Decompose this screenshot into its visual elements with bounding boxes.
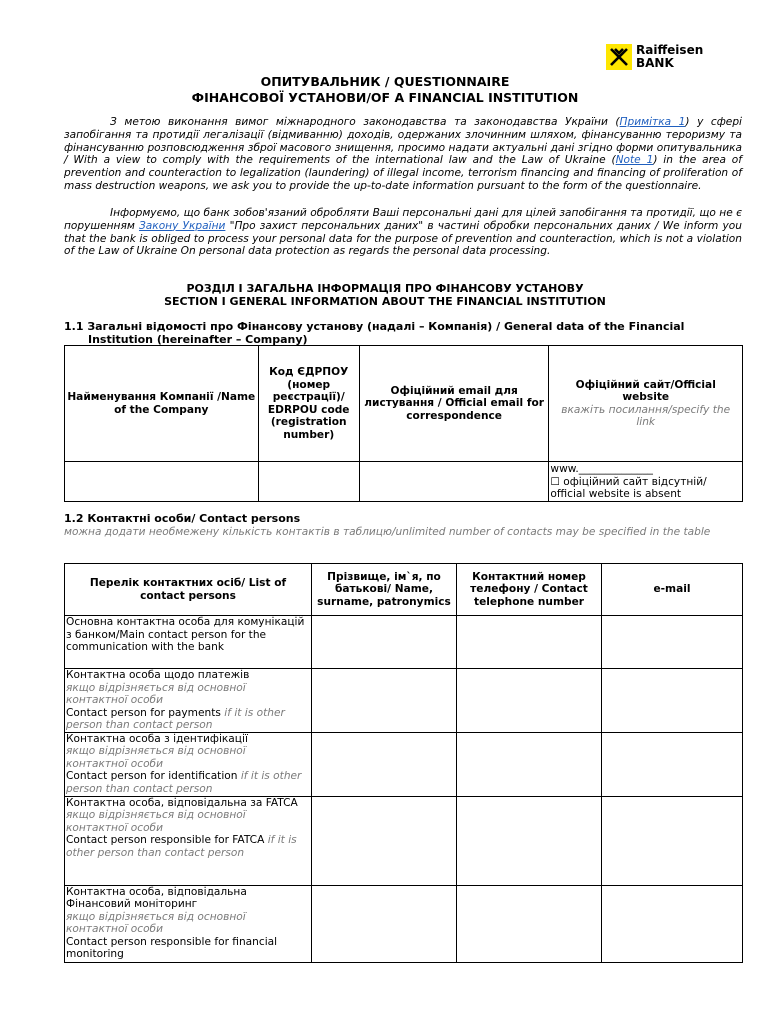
contact-type-ua: Контактна особа, відповідальна за FATCA <box>66 796 298 809</box>
phone-input[interactable] <box>457 616 602 669</box>
contact-type-ua-note: якщо відрізняється від основної контактної особи <box>66 809 246 834</box>
full-name-input[interactable] <box>312 669 457 733</box>
table-row <box>65 669 743 733</box>
subsection-1-1-heading <box>64 320 754 346</box>
section1-title-en: SECTION I GENERAL INFORMATION ABOUT THE FINANCIAL INSTITUTION <box>164 295 606 308</box>
contact-type-ua-note: якщо відрізняється від основної контактної особи <box>66 681 246 706</box>
phone-input[interactable] <box>457 669 602 733</box>
website-www-field[interactable]: www.______________ <box>550 463 653 475</box>
header-official-email: Офіційний email для листування / Official email for correspondence <box>359 346 549 462</box>
contact-type-ua-note: якщо відрізняється від основної контактної особи <box>66 745 246 770</box>
email-input[interactable] <box>602 669 743 733</box>
note-1-link-en[interactable]: Note 1 <box>615 154 654 167</box>
law-of-ukraine-link[interactable]: Закону України <box>139 219 226 232</box>
header-phone: Контактний номер телефону / Contact telephone number <box>457 564 602 616</box>
contact-persons-table <box>64 563 743 963</box>
contact-type-en-note: if it is other person than contact person <box>66 770 302 795</box>
logo-line2: BANK <box>636 56 674 70</box>
table-row <box>65 732 743 796</box>
contact-type-en <box>66 770 310 795</box>
subsection-1-2-note: можна додати необмежену кількість контактів в таблицю/unlimited number of contacts may be specified in the table <box>64 526 711 538</box>
header-website-note: вкажіть посилання/specify the link <box>561 403 731 428</box>
contact-type-main <box>65 616 312 669</box>
subsection-1-1-heading-a: 1.1 Загальні відомості про Фінансову установу (надалі – Компанія) / General data of the Financial <box>64 320 685 333</box>
intro-p2-b: "Про захист персональних даних" в частині обробки персональних даних / We inform you that the bank is obliged to process your personal data for the purpose of prevention and counteraction, which is not a violation of the Law of Ukraine On personal data protection as regards the personal data processing. <box>64 219 743 258</box>
section1-title-ua: РОЗДІЛ І ЗАГАЛЬНА ІНФОРМАЦІЯ ПРО ФІНАНСОВУ УСТАНОВУ <box>186 282 584 295</box>
email-input[interactable] <box>602 616 743 669</box>
raiffeisen-logo-text <box>636 44 703 70</box>
contact-type-en-note: if it is other person than contact person <box>66 706 285 731</box>
full-name-input[interactable] <box>312 616 457 669</box>
full-name-input[interactable] <box>312 732 457 796</box>
contact-type-ua-note: якщо відрізняється від основної контактної особи <box>66 910 246 935</box>
email-input[interactable] <box>602 796 743 885</box>
contact-type-ua: Основна контактна особа для комунікацій з банком/Main contact person for the communication with the bank <box>66 616 305 653</box>
website-absent-checkbox[interactable]: ☐ офіційний сайт відсутній/ official website is absent <box>550 475 707 500</box>
company-name-input[interactable] <box>65 462 259 502</box>
contact-type-en <box>66 834 310 859</box>
email-input[interactable] <box>602 885 743 962</box>
official-website-cell[interactable] <box>549 462 743 502</box>
contact-type-identification <box>65 732 312 796</box>
intro-p2-a: Інформуємо, що банк зобов'язаний обробляти Ваші персональні дані для цілей запобігання та протидії, що не є порушенням <box>64 207 742 232</box>
table-row <box>65 616 743 669</box>
phone-input[interactable] <box>457 732 602 796</box>
contact-type-payments <box>65 669 312 733</box>
raiffeisen-logo-mark-icon <box>606 44 632 70</box>
subsection-1-2-heading: 1.2 Контактні особи/ Contact persons <box>64 512 301 525</box>
contact-type-financial-monitoring <box>65 885 312 962</box>
subsection-1-1-heading-b: Institution (hereinafter – Company) <box>88 333 308 346</box>
contact-type-en-label: Contact person for identification <box>66 770 241 782</box>
phone-input[interactable] <box>457 885 602 962</box>
header-full-name: Прізвище, ім`я, по батькові/ Name, surname, patronymics <box>312 564 457 616</box>
phone-input[interactable] <box>457 796 602 885</box>
header-official-website-label: Офіційний сайт/Official website <box>575 378 716 403</box>
contact-type-en: Contact person responsible for financial monitoring <box>66 935 278 960</box>
contact-type-en <box>66 707 310 732</box>
intro-p1-a: З метою виконання вимог міжнародного законодавства та законодавства України ( <box>110 116 620 128</box>
contact-type-ua: Контактна особа, відповідальна Фінансовий моніторинг <box>66 885 247 910</box>
intro-paragraph-1 <box>64 116 742 193</box>
edrpou-code-input[interactable] <box>258 462 359 502</box>
header-contact-list: Перелік контактних осіб/ List of contact persons <box>65 564 312 616</box>
table-row <box>65 885 743 962</box>
full-name-input[interactable] <box>312 796 457 885</box>
header-email: e-mail <box>602 564 743 616</box>
general-data-table <box>64 345 743 502</box>
note-1-link-ua[interactable]: Примітка 1 <box>619 116 686 128</box>
intro-p1-c: ) in the area of prevention and counteraction to legalization (laundering) of illegal income, terrorism financing and financing of proliferation of mass destruction weapons, we ask you to provide the up-to-date information pursuant to the form of the questionnaire. <box>64 154 743 192</box>
contact-type-ua: Контактна особа з ідентифікації <box>66 732 248 745</box>
header-official-website <box>549 346 743 462</box>
header-company-name: Найменування Компанії /Name of the Company <box>65 346 259 462</box>
contact-type-en-label: Contact person for payments <box>66 706 225 719</box>
official-email-input[interactable] <box>359 462 549 502</box>
intro-paragraph-2 <box>64 207 742 258</box>
full-name-input[interactable] <box>312 885 457 962</box>
contact-type-ua: Контактна особа щодо платежів <box>66 669 250 681</box>
raiffeisen-logo <box>606 44 712 72</box>
header-edrpou-code: Код ЄДРПОУ (номер реєстрації)/ EDRPOU code (registration number) <box>258 346 359 462</box>
contact-type-en-label: Contact person responsible for FATCA <box>66 834 268 846</box>
email-input[interactable] <box>602 732 743 796</box>
logo-line1: Raiffeisen <box>636 43 704 57</box>
intro-p1-b: ) у сфері запобігання та протидії легалізації (відмиванню) доходів, одержаних злочинним шляхом, фінансуванню тероризму та фінансуванню розповсюдження зброї масового знищення, просимо надати актуальні дані згідно форми опитувальника / With a view to comply with the requirements of the international law and the Law of Ukraine ( <box>64 116 742 167</box>
table-row <box>65 796 743 885</box>
contact-type-en-note: if it is other person than contact person <box>66 834 297 859</box>
page-title-line2: ФІНАНСОВОЇ УСТАНОВИ/OF A FINANCIAL INSTITUTION <box>191 90 579 105</box>
contact-type-fatca <box>65 796 312 885</box>
page-title-line1: ОПИТУВАЛЬНИК / QUESTIONNAIRE <box>260 74 510 89</box>
